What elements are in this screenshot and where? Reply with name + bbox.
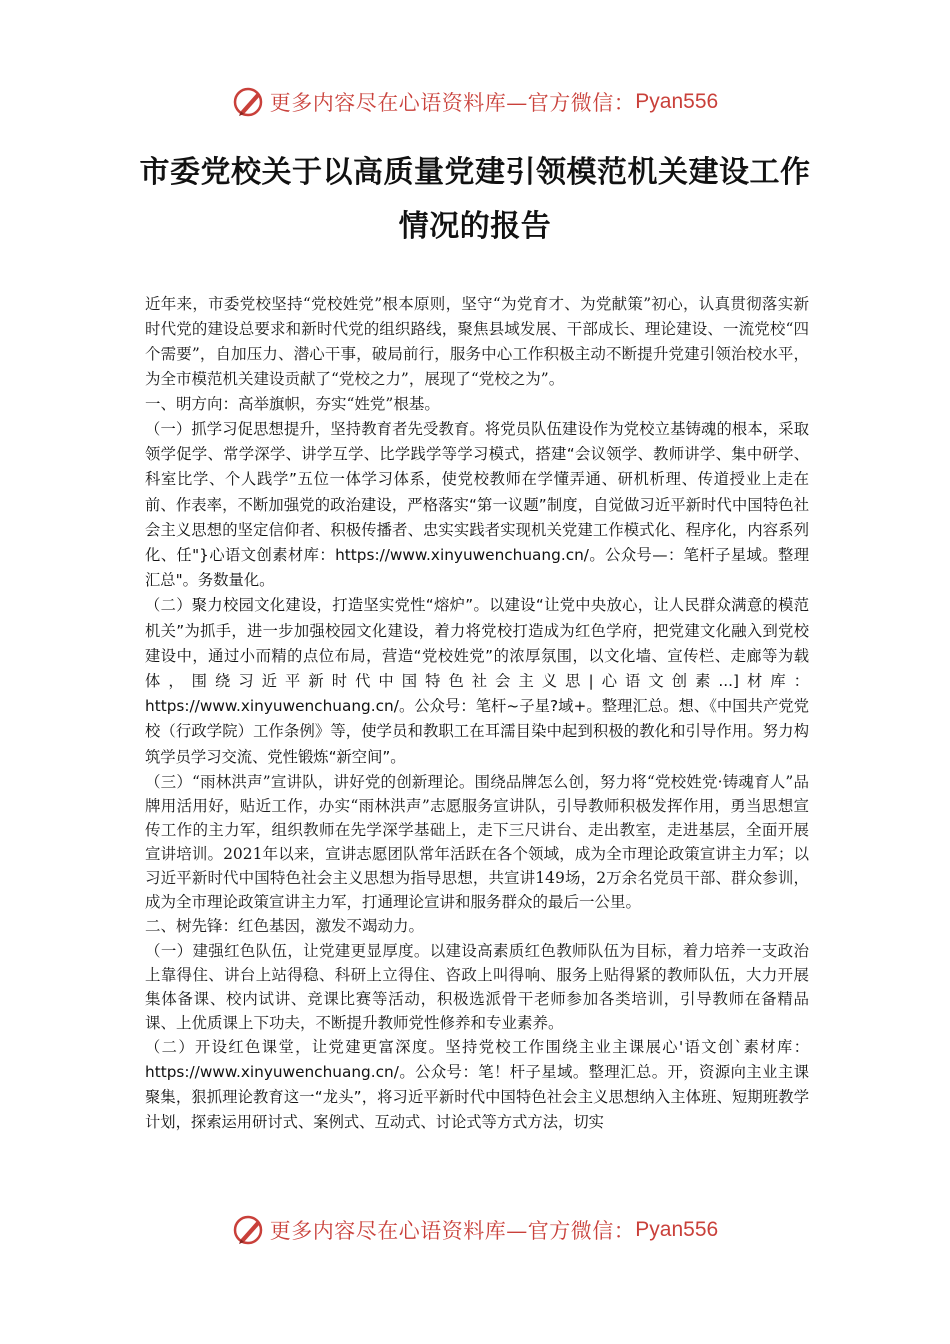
pen-logo-icon [232,1213,266,1247]
footer-banner [0,1210,950,1250]
footer-banner-wechat: Pyan556 [635,1218,719,1241]
paragraph-1-2: （二）聚力校园文化建设，打造坚实党性“熔炉”。以建设“让党中央放心，让人民群众满意的模范机关”为抓手，进一步加强校园文化建设，着力将党校打造成为红色学府，把党建文化融入到党校建设中，通过小而精的点位布局，营造“党校姓党”的浓厚氛围，以文化墙、宣传栏、走廊等为载体，围绕习近平新时代中国特色社会主义思|心语文创素...]材库：https://www.xinyuwenchuang.cn/。公众号：笔杆~子星?域+。整理汇总。想、《中国共产党党校（行政学院）工作条例》等，使学员和教职工在耳濡目染中起到积极的教化和引导作用。努力构筑学员学习交流、党性锻炼“新空间”。 [145,596,809,766]
footer-banner-text: 更多内容尽在心语资料库—官方微信： [269,1219,636,1243]
paragraph-2-2: （二）开设红色课堂，让党建更富深度。坚持党校工作围绕主业主课展心'语文创`素材库：https://www.xinyuwenchuang.cn/。公众号：笔！杆子星域。整理汇总。开，资源向主业主课聚集，狠抓理论教育这一“龙头”，将习近平新时代中国特色社会主义思想纳入主体班、短期班教学计划，探索运用研讨式、案例式、互动式、讨论式等方式方法，切实 [145,1037,809,1132]
paragraph-1-1: （一）抓学习促思想提升，坚持教育者先受教育。将党员队伍建设作为党校立基铸魂的根本，采取领学促学、常学深学、讲学互学、比学践学等学习模式，搭建“会议领学、教师讲学、集中研学、科室比学、个人践学”五位一体学习体系，使党校教师在学懂弄通、研机析理、传道授业上走在前、作表率，不断加强党的政治建设，严格落实“第一议题”制度，自觉做习近平新时代中国特色社会主义思想的坚定信仰者、积极传播者、忠实实践者实现机关党建工作模式化、程序化，内容系列化、任"}心语文创素材库：https://www.xinyuwenchuang.cn/。公众号—：笔杆子星域。整理汇总"。务数量化。 [145,420,809,590]
document-body [145,292,809,1136]
pen-logo-icon [232,85,266,119]
paragraph-2-1: （一）建强红色队伍，让党建更显厚度。以建设高素质红色教师队伍为目标，着力培养一支政治上靠得住、讲台上站得稳、科研上立得住、咨政上叫得响、服务上贴得紧的教师队伍，大力开展集体备课、校内试讲、竞课比赛等活动，积极选派骨干老师参加各类培训，引导教师在备精品课、上优质课上下功夫，不断提升教师党性修养和专业素养。 [145,941,809,1032]
paragraph-1-3: （三）“雨林洪声”宣讲队，讲好党的创新理论。围绕品牌怎么创，努力将“党校姓党·铸魂育人”品牌用活用好，贴近工作，办实“雨林洪声”志愿服务宣讲队，引导教师积极发挥作用，勇当思想宣传工作的主力军，组织教师在先学深学基础上，走下三尺讲台、走出教室，走进基层，全面开展宣讲培训。2021年以来，宣讲志愿团队常年活跃在各个领域，成为全市理论政策宣讲主力军；以习近平新时代中国特色社会主义思想为指导思想，共宣讲149场，2万余名党员干部、群众参训，成为全市理论政策宣讲主力军，打通理论宣讲和服务群众的最后一公里。 [145,772,809,911]
header-banner-text: 更多内容尽在心语资料库—官方微信： [269,91,636,115]
document-title: 市委党校关于以高质量党建引领模范机关建设工作情况的报告 [139,155,811,244]
section-heading-1: 一、明方向：高举旗帜，夯实“姓党”根基。 [145,395,440,413]
section-heading-2: 二、树先锋：红色基因，激发不竭动力。 [145,916,425,935]
paragraph-intro: 近年来，市委党校坚持“党校姓党”根本原则，坚守“为党育才、为党献策”初心，认真贯彻落实新时代党的建设总要求和新时代党的组织路线，聚焦县域发展、干部成长、理论建设、一流党校“四个需要”，自加压力、潜心干事，破局前行，服务中心工作积极主动不断提升党建引领治校水平，为全市模范机关建设贡献了“党校之力”，展现了“党校之为”。 [145,295,809,388]
header-banner [0,82,950,122]
header-banner-wechat: Pyan556 [635,90,719,113]
